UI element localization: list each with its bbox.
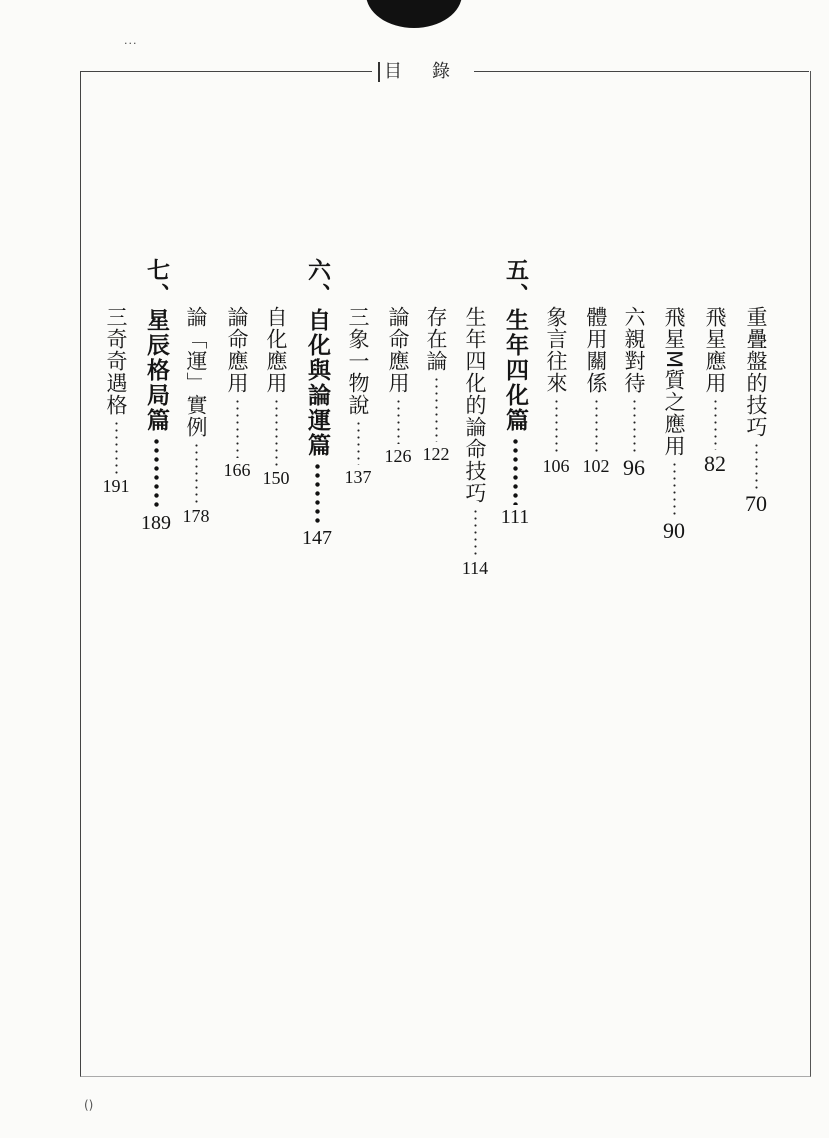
toc-entry-page: 137 — [344, 467, 372, 487]
header-rule-right — [474, 71, 809, 72]
toc-entry-page: 106 — [542, 456, 570, 476]
header-char-lu: 錄 — [432, 61, 450, 82]
toc-entry-title: 體用關係 — [584, 306, 608, 394]
top-marks: ... — [124, 34, 138, 47]
toc-entry-page: 70 — [745, 491, 767, 516]
toc-entry[interactable] — [457, 306, 493, 578]
toc-entry-page: 96 — [623, 455, 645, 480]
toc-entry-page: 82 — [704, 451, 726, 476]
toc-entry-leader — [236, 398, 239, 458]
toc-entry[interactable] — [578, 306, 614, 476]
toc-entry-leader — [755, 442, 758, 490]
page-frame — [80, 71, 811, 1077]
toc-entry-title: 飛星M質之應用 — [662, 306, 686, 458]
toc-entry-leader — [397, 398, 400, 444]
toc-entry-leader — [714, 398, 717, 450]
toc-entry-title: 論「運」實例 — [184, 306, 208, 438]
toc-entry-page: 102 — [582, 456, 610, 476]
toc-entry-title: 重疊盤的技巧 — [744, 306, 768, 438]
toc-chapter-title: 七、星辰格局篇 — [143, 258, 169, 433]
toc-entry-page: 122 — [422, 444, 450, 464]
toc-entry-title: 三奇奇遇格 — [104, 306, 128, 416]
toc-entry[interactable] — [340, 306, 376, 487]
toc-entry-title: 生年四化的論命技巧 — [463, 306, 487, 504]
ink-blot — [366, 0, 462, 28]
toc-entry[interactable] — [697, 306, 733, 476]
toc-entry-leader — [555, 398, 558, 454]
toc-chapter-page: 189 — [141, 512, 171, 534]
toc-entry-page: 114 — [461, 558, 489, 578]
toc-entry-leader — [474, 508, 477, 556]
toc-entry-page: 178 — [182, 506, 210, 526]
corner-mark: () — [84, 1098, 94, 1112]
toc-chapter-title: 五、生年四化篇 — [502, 258, 528, 433]
toc-entry[interactable] — [538, 306, 574, 476]
toc-entry[interactable] — [656, 306, 692, 543]
toc-entry-title: 象言往來 — [544, 306, 568, 394]
toc-entry-leader — [595, 398, 598, 454]
toc-chapter-leader — [513, 437, 518, 505]
toc-entry-leader — [673, 461, 676, 517]
toc-entry[interactable] — [178, 306, 214, 526]
toc-entry-leader — [115, 420, 118, 474]
toc-chapter-leader — [154, 437, 159, 511]
toc-chapter-leader — [315, 462, 320, 526]
toc-entry-title: 論命應用 — [386, 306, 410, 394]
toc-entry[interactable] — [418, 306, 454, 464]
toc-entry[interactable] — [738, 306, 774, 516]
toc-entry-page: 126 — [384, 446, 412, 466]
toc-header — [378, 60, 468, 84]
toc-entry-page: 166 — [223, 460, 251, 480]
toc-entry-page: 90 — [663, 518, 685, 544]
toc-entry-leader — [275, 398, 278, 466]
toc-entry-title: 存在論 — [424, 306, 448, 372]
toc-entry-title: 飛星應用 — [703, 306, 727, 394]
toc-entry-title: 論命應用 — [225, 306, 249, 394]
header-char-mu: 目 — [384, 61, 402, 82]
toc-entry-page: 191 — [102, 476, 130, 496]
toc-entry-page: 150 — [262, 468, 290, 488]
toc-entry-title: 自化應用 — [264, 306, 288, 394]
toc-chapter-page: 111 — [500, 506, 530, 528]
header-rule-left — [80, 71, 372, 72]
header-bar-mark — [378, 62, 380, 82]
toc-entry-leader — [357, 420, 360, 465]
toc-chapter[interactable] — [497, 258, 533, 527]
toc-chapter-page: 147 — [302, 527, 332, 549]
toc-entry[interactable] — [380, 306, 416, 466]
toc-entry[interactable] — [98, 306, 134, 496]
toc-entry[interactable] — [258, 306, 294, 488]
toc-entry-leader — [195, 442, 198, 504]
toc-chapter-title: 六、自化與論運篇 — [304, 258, 330, 458]
toc-chapter[interactable] — [299, 258, 335, 548]
toc-entry-leader — [435, 376, 438, 442]
toc-entry-title: 六親對待 — [622, 306, 646, 394]
toc-entry-title: 三象一物說 — [346, 306, 370, 416]
toc-entry-leader — [633, 398, 636, 454]
toc-chapter[interactable] — [138, 258, 174, 533]
toc-entry[interactable] — [219, 306, 255, 480]
toc-entry[interactable] — [616, 306, 652, 480]
